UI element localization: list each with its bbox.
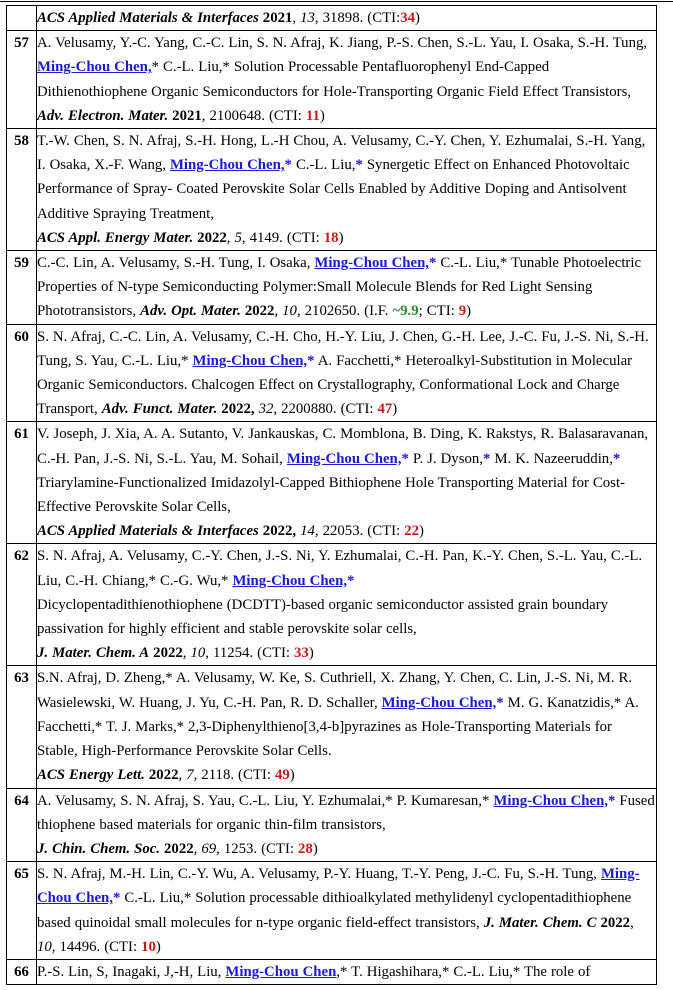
- table-row: [7, 324, 657, 422]
- article-title: Fused thiophene based materials for organic thin-film transistors,: [37, 792, 655, 833]
- table-row: [7, 31, 657, 129]
- corresponding-mark: *: [608, 792, 616, 809]
- table-row: [7, 862, 657, 960]
- article-title: Triarylamine-Functionalized Imidazolyl-Capped Bithiophene Hole Transporting Material for Cost-Effective Perovskite Solar Cells,: [37, 474, 625, 516]
- cti-value: 9: [458, 303, 467, 320]
- authors: S.N. Afraj, D. Zheng,* A. Velusamy, W. Ke, S. Cuthriell, X. Zhang, Y. Chen, C. Lin, J.-S. Ni, M. R. Wasielewski, W. Huang, J. Yu, C.-H. Pan, R. D. Schaller,: [37, 670, 633, 711]
- entry-citation: S. N. Afraj, C.-C. Lin, A. Velusamy, C.-H. Cho, H.-Y. Liu, J. Chen, G.-H. Lee, J.-C. Fu, J.-S. Ni, S.-H. Tung, S. Yau, C.-L. Liu,* Ming-Chou Chen,* A. Facchetti,* Heteroalkyl-Substitution in Molecular Organic Semiconductors. Chalcogen Effect on Crystallography, Conformational Lock and Charge Transport, Adv. Funct. Mater. 2022, 32, 2200880. (CTI: 47): [37, 324, 657, 422]
- entry-citation: A. Velusamy, S. N. Afraj, S. Yau, C.-L. Liu, Y. Ezhumalai,* P. Kumaresan,* Ming-Chou Chen,* Fused thiophene based materials for organic thin-film transistors, J. Chin. Chem. Soc. 2022, 69, 1253. (CTI: 28): [37, 788, 657, 862]
- pages: 2102650: [304, 303, 357, 320]
- entry-number: 64: [7, 788, 37, 862]
- table-row: [7, 422, 657, 544]
- highlighted-author-link[interactable]: Ming-Chou Chen: [225, 963, 337, 980]
- entry-number: 61: [7, 422, 37, 544]
- pub-year: 2022: [148, 767, 179, 784]
- cti-value: 28: [298, 840, 313, 857]
- volume: 32: [258, 401, 274, 418]
- volume: 7: [186, 767, 194, 784]
- cti-value: 33: [294, 645, 309, 662]
- pages: 14496: [59, 938, 97, 955]
- corresponding-mark: *: [355, 157, 363, 174]
- pages: 22053: [322, 523, 360, 540]
- corresponding-mark: *: [112, 890, 121, 907]
- cti-label: CTI: [109, 938, 133, 955]
- authors-and-title: C.-L. Liu,* Solution Processable Pentafluorophenyl End-Capped Dithienothiophene Organic Semiconductors for Hole-Transporting Organic Field Effect Transistors,: [37, 59, 632, 100]
- entry-citation: A. Velusamy, Y.-C. Yang, C.-C. Lin, S. N. Afraj, K. Jiang, P.-S. Chen, S.-L. Yau, I. Osaka, S.-H. Tung, Ming-Chou Chen,* C.-L. Liu,* Solution Processable Pentafluorophenyl End-Capped Dithienothiophene Organic Semiconductors for Hole-Transporting Organic Field Effect Transistors, Adv. Electron. Mater. 2021, 2100648. (CTI: 11): [37, 31, 657, 129]
- authors-and-title: A. Facchetti,* Heteroalkyl-Substitution in Molecular Organic Semiconductors. Chalcogen Effect on Crystallography, Conformational Lock and Charge Transport,: [37, 352, 633, 418]
- authors: A. Velusamy, S. N. Afraj, S. Yau, C.-L. Liu, Y. Ezhumalai,* P. Kumaresan,*: [37, 792, 490, 809]
- entry-citation: ACS Applied Materials & Interfaces 2021, 13, 31898. (CTI:34): [37, 6, 657, 31]
- entry-number-cell: [7, 6, 37, 31]
- journal-name: J. Mater. Chem. A: [37, 645, 150, 662]
- cti-label: CTI: [266, 840, 290, 857]
- journal-name: J. Mater. Chem. C: [483, 914, 597, 931]
- pub-year: 2022: [600, 914, 631, 931]
- article-title: Synergetic Effect on Enhanced Photovoltaic Performance of Spray- Coated Perovskite Solar Cells Enabled by Additive Doping and Antisolvent Additive Spraying Treatment,: [37, 157, 630, 222]
- entry-number: 62: [7, 544, 37, 666]
- cti-label: CTI: [426, 303, 451, 320]
- entry-number: 65: [7, 862, 37, 960]
- cti-label: CTI: [345, 401, 370, 418]
- highlighted-author-link[interactable]: Ming-Chou Chen,: [192, 352, 308, 369]
- pub-year: 2022: [244, 303, 275, 320]
- highlighted-author-link[interactable]: Ming-Chou Chen,: [314, 255, 429, 272]
- pages: 1253: [223, 840, 254, 857]
- highlighted-author-link[interactable]: Ming-Chou Chen,: [493, 792, 609, 809]
- entry-citation: V. Joseph, J. Xia, A. A. Sutanto, V. Jankauskas, C. Momblona, B. Ding, K. Rakstys, R. Balasaravanan, C.-H. Pan, J.-S. Ni, S.-L. Yau, M. Sohail, Ming-Chou Chen,* P. J. Dyson,* M. K. Nazeeruddin,* Triarylamine-Functionalized Imidazolyl-Capped Bithiophene Hole Transporting Material for Cost-Effective Perovskite Solar Cells, ACS Applied Materials & Interfaces 2022, 14, 22053. (CTI: 22): [37, 422, 657, 544]
- pub-year: 2021: [262, 10, 293, 26]
- cti-label: CTI: [273, 107, 298, 124]
- cti-value: 34: [400, 10, 415, 26]
- table-row: [7, 6, 657, 31]
- authors: C.-C. Lin, A. Velusamy, S.-H. Tung, I. Osaka,: [37, 255, 311, 272]
- entry-citation: S. N. Afraj, A. Velusamy, C.-Y. Chen, J.-S. Ni, Y. Ezhumalai, C.-H. Pan, K.-Y. Chen, S.-L. Yau, C.-L. Liu, C.-H. Chiang,* C.-G. Wu,* Ming-Chou Chen,* Dicyclopentadithienothiophene (DCDTT)-based organic semiconductor assisted grain boundary passivation for highly efficient and stable perovskite solar cells, J. Mater. Chem. A 2022, 10, 11254. (CTI: 33): [37, 544, 657, 666]
- entry-citation: C.-C. Lin, A. Velusamy, S.-H. Tung, I. Osaka, Ming-Chou Chen,* C.-L. Liu,* Tunable Photoelectric Properties of N-type Semiconducting Polymer:Small Molecule Blends for Red Light Sensing Phototransistors, Adv. Opt. Mater. 2022, 10, 2102650. (I.F. ~9.9; CTI: 9): [37, 251, 657, 325]
- pages: 2100648: [209, 107, 262, 124]
- authors: P.-S. Lin, S, Inagaki, J,-H, Liu,: [37, 963, 222, 980]
- article-title: Dicyclopentadithienothiophene (DCDTT)-based organic semiconductor assisted grain boundary passivation for highly efficient and stable perovskite solar cells,: [37, 596, 609, 638]
- journal-name: Adv. Electron. Mater.: [37, 107, 169, 124]
- publication-table: [6, 5, 657, 985]
- cti-value: 49: [274, 767, 290, 784]
- pages: 2200880: [281, 401, 333, 418]
- authors-and-title: ,* T. Higashihara,* C.-L. Liu,* The role of: [336, 963, 591, 980]
- cti-label: CTI: [372, 523, 397, 540]
- authors: S. N. Afraj, C.-C. Lin, A. Velusamy, C.-H. Cho, H.-Y. Liu, J. Chen, G.-H. Lee, J.-C. Fu, J.-S. Ni, S.-H. Tung, S. Yau, C.-L. Liu,*: [37, 328, 649, 369]
- authors-and-title: M. G. Kanatzidis,* A. Facchetti,* T. J. Marks,* 2,3-Diphenylthieno[3,4-b]pyrazines as Hole-Transporting Materials for Stable, High-Performance Perovskite Solar Cells.: [37, 694, 639, 760]
- coauthor: C.-L. Liu,: [295, 157, 356, 174]
- corresponding-mark: *: [429, 255, 437, 272]
- pages: 31898: [322, 10, 360, 26]
- cti-value: 47: [377, 401, 393, 418]
- pub-year: 2022,: [221, 401, 255, 418]
- authors: T.-W. Chen, S. N. Afraj, S.-H. Hong, L.-H Chou, A. Velusamy, C.-Y. Chen, Y. Ezhumalai, S.-H. Yang, I. Osaka, X.-F. Wang,: [37, 133, 646, 174]
- highlighted-author-link[interactable]: Ming-Chou Chen,: [286, 450, 402, 467]
- impact-factor-value: ~9.9: [392, 303, 419, 320]
- authors: S. N. Afraj, M.-H. Lin, C.-Y. Wu, A. Velusamy, P.-Y. Huang, T.-Y. Peng, J.-C. Fu, S.-H. Tung,: [37, 866, 597, 883]
- entry-number: 58: [7, 129, 37, 251]
- entry-citation: T.-W. Chen, S. N. Afraj, S.-H. Hong, L.-H Chou, A. Velusamy, C.-Y. Chen, Y. Ezhumalai, S.-H. Yang, I. Osaka, X.-F. Wang, Ming-Chou Chen,* C.-L. Liu,* Synergetic Effect on Enhanced Photovoltaic Performance of Spray- Coated Perovskite Solar Cells Enabled by Additive Doping and Antisolvent Additive Spraying Treatment, ACS Appl. Energy Mater. 2022, 5, 4149. (CTI: 18): [37, 129, 657, 251]
- coauthor: M. K. Nazeeruddin,: [494, 450, 613, 467]
- corresponding-mark: *: [284, 157, 292, 174]
- page-top-rule: [0, 1, 673, 2]
- journal-name: J. Chin. Chem. Soc.: [37, 840, 161, 857]
- table-row: [7, 251, 657, 325]
- highlighted-author-link[interactable]: Ming-Chou Chen,: [381, 694, 497, 711]
- corresponding-mark: *: [307, 352, 315, 369]
- pub-year: 2022,: [262, 523, 297, 540]
- entry-number: 57: [7, 31, 37, 129]
- pub-year: 2021: [172, 107, 202, 124]
- cti-label: CTI: [242, 767, 267, 784]
- volume: 10: [282, 303, 297, 320]
- volume: 5: [234, 229, 242, 246]
- table-row: [7, 959, 657, 984]
- journal-name: Adv. Opt. Mater.: [140, 303, 241, 320]
- journal-name: ACS Appl. Energy Mater.: [37, 229, 194, 246]
- cti-label: CTI: [262, 645, 286, 662]
- authors: V. Joseph, J. Xia, A. A. Sutanto, V. Jankauskas, C. Momblona, B. Ding, K. Rakstys, R. Balasaravanan, C.-H. Pan, J.-S. Ni, S.-L. Yau, M. Sohail,: [37, 426, 649, 467]
- highlighted-author-link[interactable]: Ming-Chou Chen,: [37, 866, 640, 907]
- pages: 11254: [212, 645, 250, 662]
- volume: 13: [300, 10, 315, 26]
- highlighted-author-link[interactable]: Ming-Chou Chen,: [232, 572, 348, 589]
- cti-label: CTI: [372, 10, 397, 26]
- entry-number: 59: [7, 251, 37, 325]
- table-row: [7, 544, 657, 666]
- table-row: [7, 129, 657, 251]
- pages: 4149: [249, 229, 280, 246]
- entry-number: 60: [7, 324, 37, 422]
- entry-number: 63: [7, 666, 37, 788]
- table-row: [7, 666, 657, 788]
- corresponding-mark: *: [496, 694, 504, 711]
- authors-and-title: C.-L. Liu,* Solution processable dithioalkylated methylidenyl cyclopentadithiophene based quinoidal small molecules for n-type organic field-effect transistors,: [37, 890, 632, 931]
- journal-name: Adv. Funct. Mater.: [101, 401, 218, 418]
- journal-name: ACS Energy Lett.: [37, 767, 145, 784]
- entry-citation: S.N. Afraj, D. Zheng,* A. Velusamy, W. Ke, S. Cuthriell, X. Zhang, Y. Chen, C. Lin, J.-S. Ni, M. R. Wasielewski, W. Huang, J. Yu, C.-H. Pan, R. D. Schaller, Ming-Chou Chen,* M. G. Kanatzidis,* A. Facchetti,* T. J. Marks,* 2,3-Diphenylthieno[3,4-b]pyrazines as Hole-Transporting Materials for Stable, High-Performance Perovskite Solar Cells. ACS Energy Lett. 2022, 7, 2118. (CTI: 49): [37, 666, 657, 788]
- entry-citation: [37, 959, 657, 984]
- entry-number: 66: [7, 959, 37, 984]
- pub-year: 2022: [153, 645, 183, 662]
- journal-name: ACS Applied Materials & Interfaces: [37, 523, 259, 540]
- cti-label: CTI: [291, 229, 316, 246]
- volume: 69: [201, 840, 217, 857]
- volume: 14: [300, 523, 315, 540]
- journal-name: ACS Applied Materials & Interfaces: [37, 10, 259, 26]
- entry-citation: S. N. Afraj, M.-H. Lin, C.-Y. Wu, A. Velusamy, P.-Y. Huang, T.-Y. Peng, J.-C. Fu, S.-H. Tung, Ming-Chou Chen,* C.-L. Liu,* Solution processable dithioalkylated methylidenyl cyclopentadithiophene based quinoidal small molecules for n-type organic field-effect transistors, J. Mater. Chem. C 2022, 10, 14496. (CTI: 10): [37, 862, 657, 960]
- pages: 2118: [201, 767, 231, 784]
- volume: 10: [37, 938, 52, 955]
- corresponding-mark: *: [151, 59, 159, 76]
- cti-value: 18: [323, 229, 339, 246]
- authors-and-title: C.-L. Liu,* Tunable Photoelectric Properties of N-type Semiconducting Polymer:Small Molecule Blends for Red Light Sensing Phototransistors,: [37, 255, 642, 320]
- authors: A. Velusamy, Y.-C. Yang, C.-C. Lin, S. N. Afraj, K. Jiang, P.-S. Chen, S.-L. Yau, I. Osaka, S.-H. Tung,: [37, 35, 648, 52]
- pub-year: 2022: [164, 840, 194, 857]
- corresponding-mark: *: [612, 450, 621, 467]
- corresponding-mark: *: [347, 572, 355, 589]
- cti-value: 10: [141, 938, 156, 955]
- if-label: I.F.: [369, 303, 389, 320]
- coauthor: P. J. Dyson,: [412, 450, 483, 467]
- corresponding-mark: *: [482, 450, 491, 467]
- corresponding-mark: *: [401, 450, 409, 467]
- authors: S. N. Afraj, A. Velusamy, C.-Y. Chen, J.-S. Ni, Y. Ezhumalai, C.-H. Pan, K.-Y. Chen, S.-L. Yau, C.-L. Liu, C.-H. Chiang,* C.-G. Wu,*: [37, 548, 643, 589]
- highlighted-author-link[interactable]: Ming-Chou Chen,: [169, 157, 285, 174]
- volume: 10: [190, 645, 206, 662]
- cti-value: 11: [305, 107, 320, 124]
- cti-value: 22: [404, 523, 419, 540]
- pub-year: 2022: [197, 229, 227, 246]
- highlighted-author-link[interactable]: Ming-Chou Chen,: [37, 59, 152, 76]
- table-row: [7, 788, 657, 862]
